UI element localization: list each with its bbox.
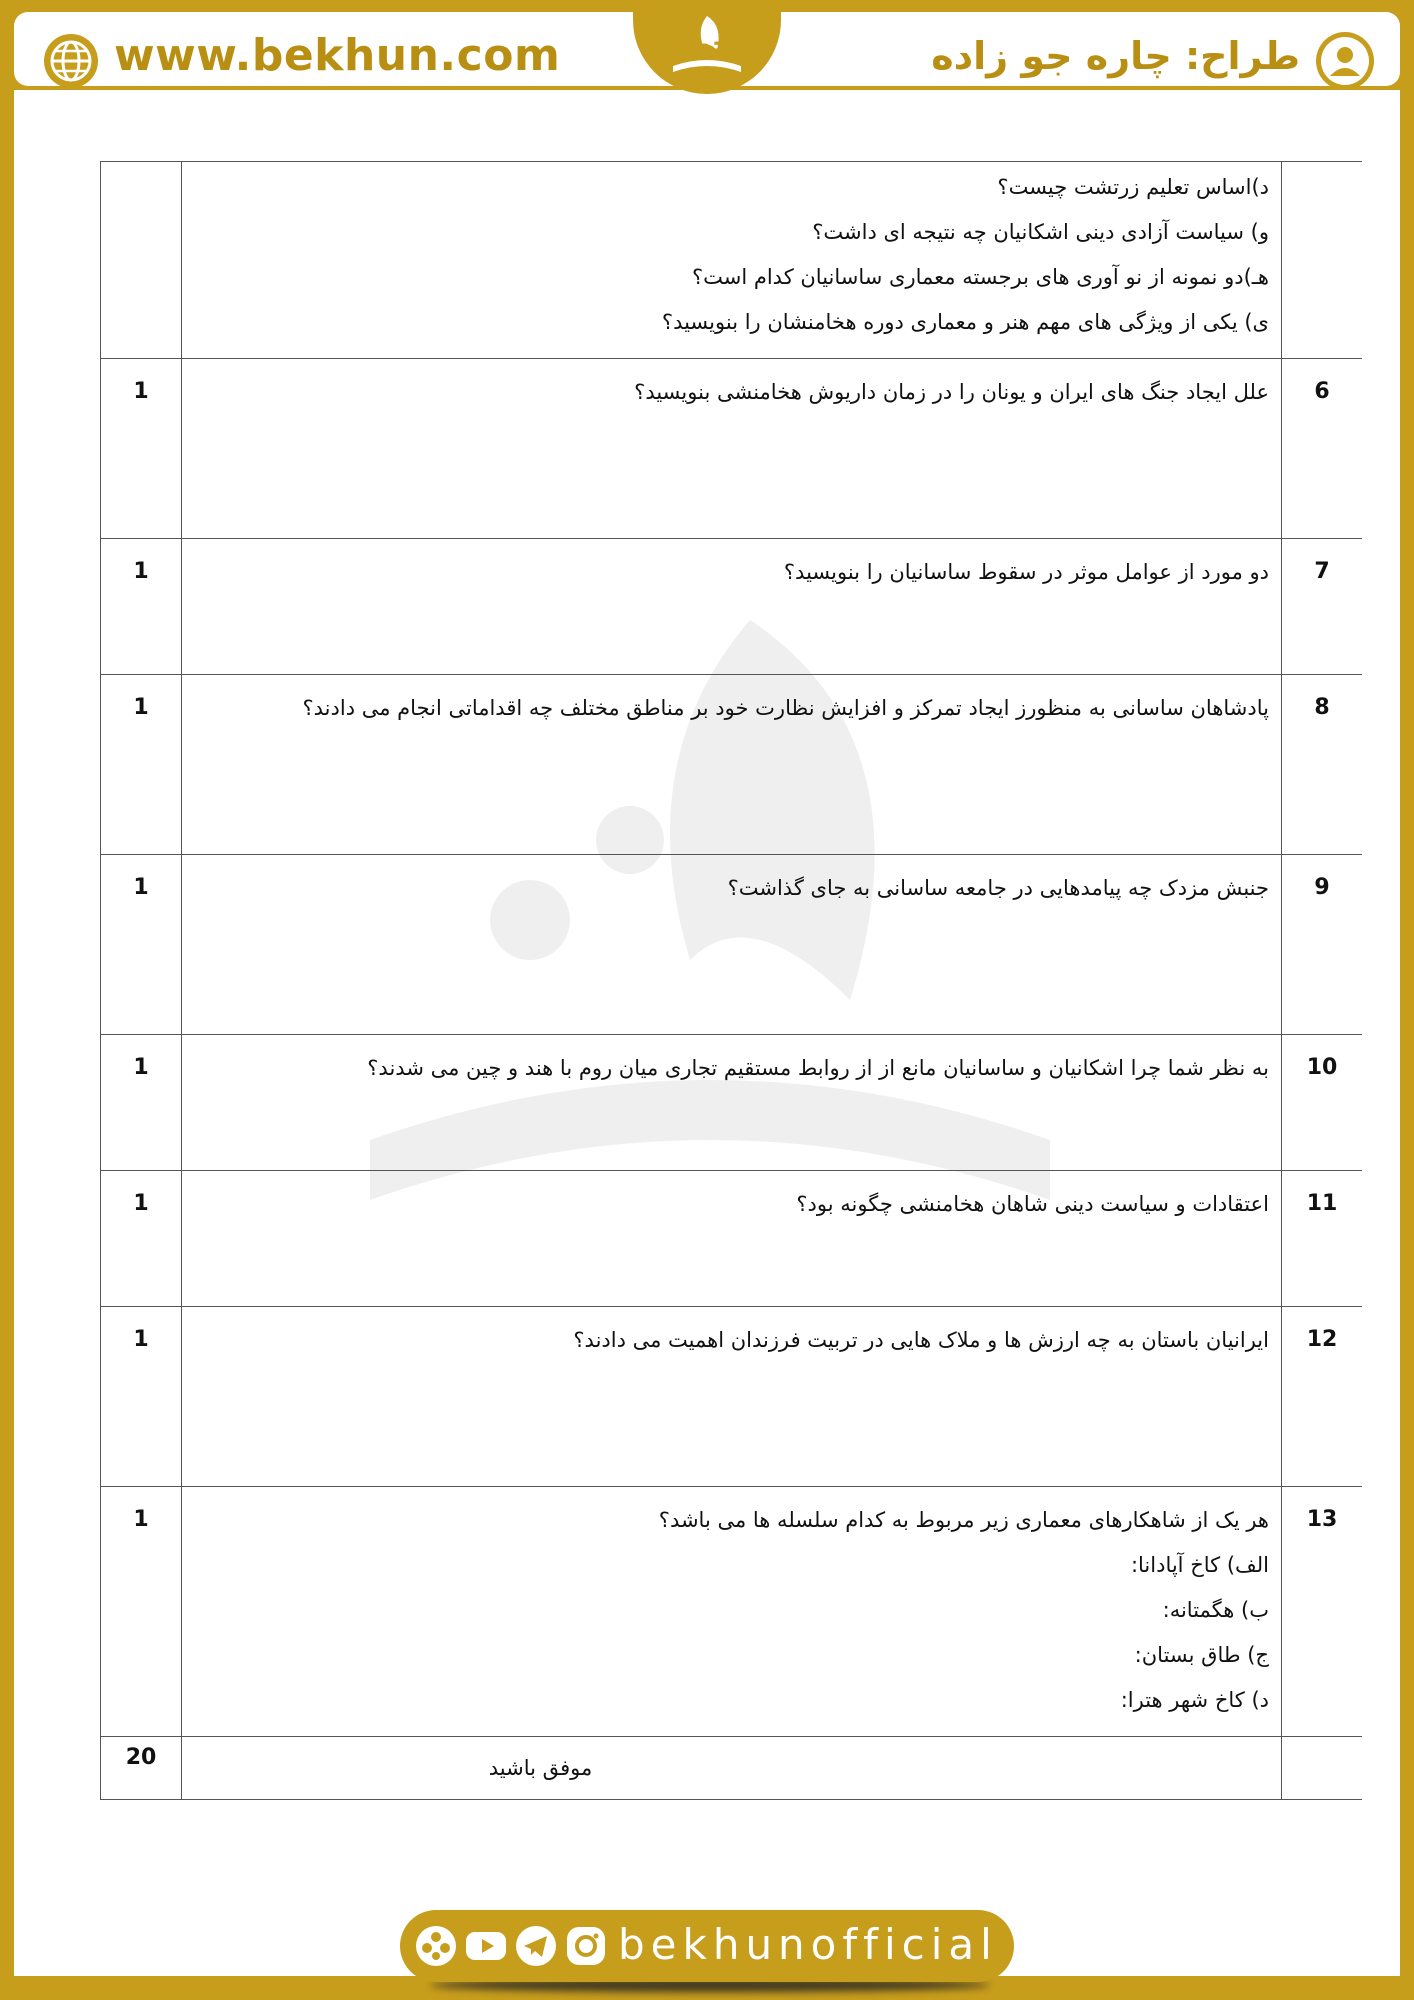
question-score: 1 [101, 1307, 182, 1487]
user-avatar-icon [1314, 30, 1376, 92]
question-score [101, 162, 182, 359]
question-score: 1 [101, 675, 182, 855]
question-row [101, 162, 1363, 359]
question-line: دو مورد از عوامل موثر در سقوط ساسانیان را بنویسید؟ [783, 560, 1269, 584]
question-line: و) سیاست آزادی دینی اشکانیان چه نتیجه ای داشت؟ [812, 220, 1269, 244]
footer-social-bar [400, 1910, 1014, 1982]
logo-lettering: بخون [673, 29, 741, 59]
question-number: 6 [1282, 359, 1363, 539]
question-row [101, 855, 1363, 1035]
question-line: د) کاخ شهر هترا: [1120, 1688, 1269, 1712]
question-score: 1 [101, 539, 182, 675]
telegram-icon[interactable] [514, 1924, 558, 1968]
question-line: هر یک از شاهکارهای معماری زیر مربوط به کدام سلسله ها می باشد؟ [658, 1508, 1269, 1532]
question-text-cell [182, 1307, 1282, 1487]
question-number: 12 [1282, 1307, 1363, 1487]
question-row [101, 1307, 1363, 1487]
question-text-cell [182, 359, 1282, 539]
question-number [1282, 162, 1363, 359]
question-text-cell [182, 1171, 1282, 1307]
question-line: ی) یکی از ویژگی های مهم هنر و معماری دوره هخامنشان را بنویسید؟ [661, 310, 1269, 334]
question-number: 9 [1282, 855, 1363, 1035]
site-url[interactable]: www.bekhun.com [114, 30, 561, 81]
question-row [101, 1487, 1363, 1737]
question-text-cell [182, 1035, 1282, 1171]
final-row [101, 1737, 1363, 1800]
question-number: 7 [1282, 539, 1363, 675]
question-row [101, 539, 1363, 675]
final-number-cell [1282, 1737, 1363, 1800]
question-line: پادشاهان ساسانی به منظورز ایجاد تمرکز و افزایش نظارت خود بر مناطق مختلف چه اقداماتی انجام می دادند؟ [302, 696, 1269, 720]
instagram-icon[interactable] [564, 1924, 608, 1968]
youtube-icon[interactable] [464, 1924, 508, 1968]
question-number: 11 [1282, 1171, 1363, 1307]
question-number: 10 [1282, 1035, 1363, 1171]
question-line: ایرانیان باستان به چه ارزش ها و ملاک هایی در تربیت فرزندان اهمیت می دادند؟ [573, 1328, 1269, 1352]
question-line: جنبش مزدک چه پیامدهایی در جامعه ساسانی به جای گذاشت؟ [727, 876, 1269, 900]
question-text-cell [182, 539, 1282, 675]
film-reel-icon[interactable] [414, 1924, 458, 1968]
total-score: 20 [101, 1737, 182, 1800]
questions-table [100, 161, 1362, 1800]
question-line: علل ایجاد جنگ های ایران و یونان را در زمان داریوش هخامنشی بنویسید؟ [634, 380, 1269, 404]
question-line: د)اساس تعلیم زرتشت چیست؟ [997, 175, 1269, 199]
question-number: 13 [1282, 1487, 1363, 1737]
question-score: 1 [101, 1171, 182, 1307]
question-row [101, 359, 1363, 539]
question-text-cell [182, 855, 1282, 1035]
social-handle[interactable]: bekhunofficial [618, 1920, 998, 1969]
question-line: ج) طاق بستان: [1134, 1643, 1269, 1667]
question-row [101, 675, 1363, 855]
question-line: الف) کاخ آپادانا: [1130, 1553, 1269, 1577]
question-row [101, 1035, 1363, 1171]
designer-name: طراح: چاره جو زاده [931, 34, 1300, 78]
question-text-cell [182, 1487, 1282, 1737]
question-score: 1 [101, 1487, 182, 1737]
final-message-cell [182, 1737, 1282, 1800]
question-score: 1 [101, 1035, 182, 1171]
question-line: اعتقادات و سیاست دینی شاهان هخامنشی چگونه بود؟ [796, 1192, 1269, 1216]
question-line: هـ)دو نمونه از نو آوری های برجسته معماری ساسانیان کدام است؟ [691, 265, 1269, 289]
book-feather-logo-icon [663, 6, 751, 88]
question-line: ب) هگمتانه: [1162, 1598, 1269, 1622]
question-line: به نظر شما چرا اشکانیان و ساسانیان مانع از از روابط مستقیم تجاری میان روم با هند و چین می شدند؟ [367, 1056, 1269, 1080]
question-text-cell [182, 162, 1282, 359]
globe-icon [42, 32, 100, 90]
question-text-cell [182, 675, 1282, 855]
question-number: 8 [1282, 675, 1363, 855]
good-luck-message: موفق باشید [488, 1756, 593, 1780]
question-score: 1 [101, 855, 182, 1035]
question-score: 1 [101, 359, 182, 539]
question-row [101, 1171, 1363, 1307]
